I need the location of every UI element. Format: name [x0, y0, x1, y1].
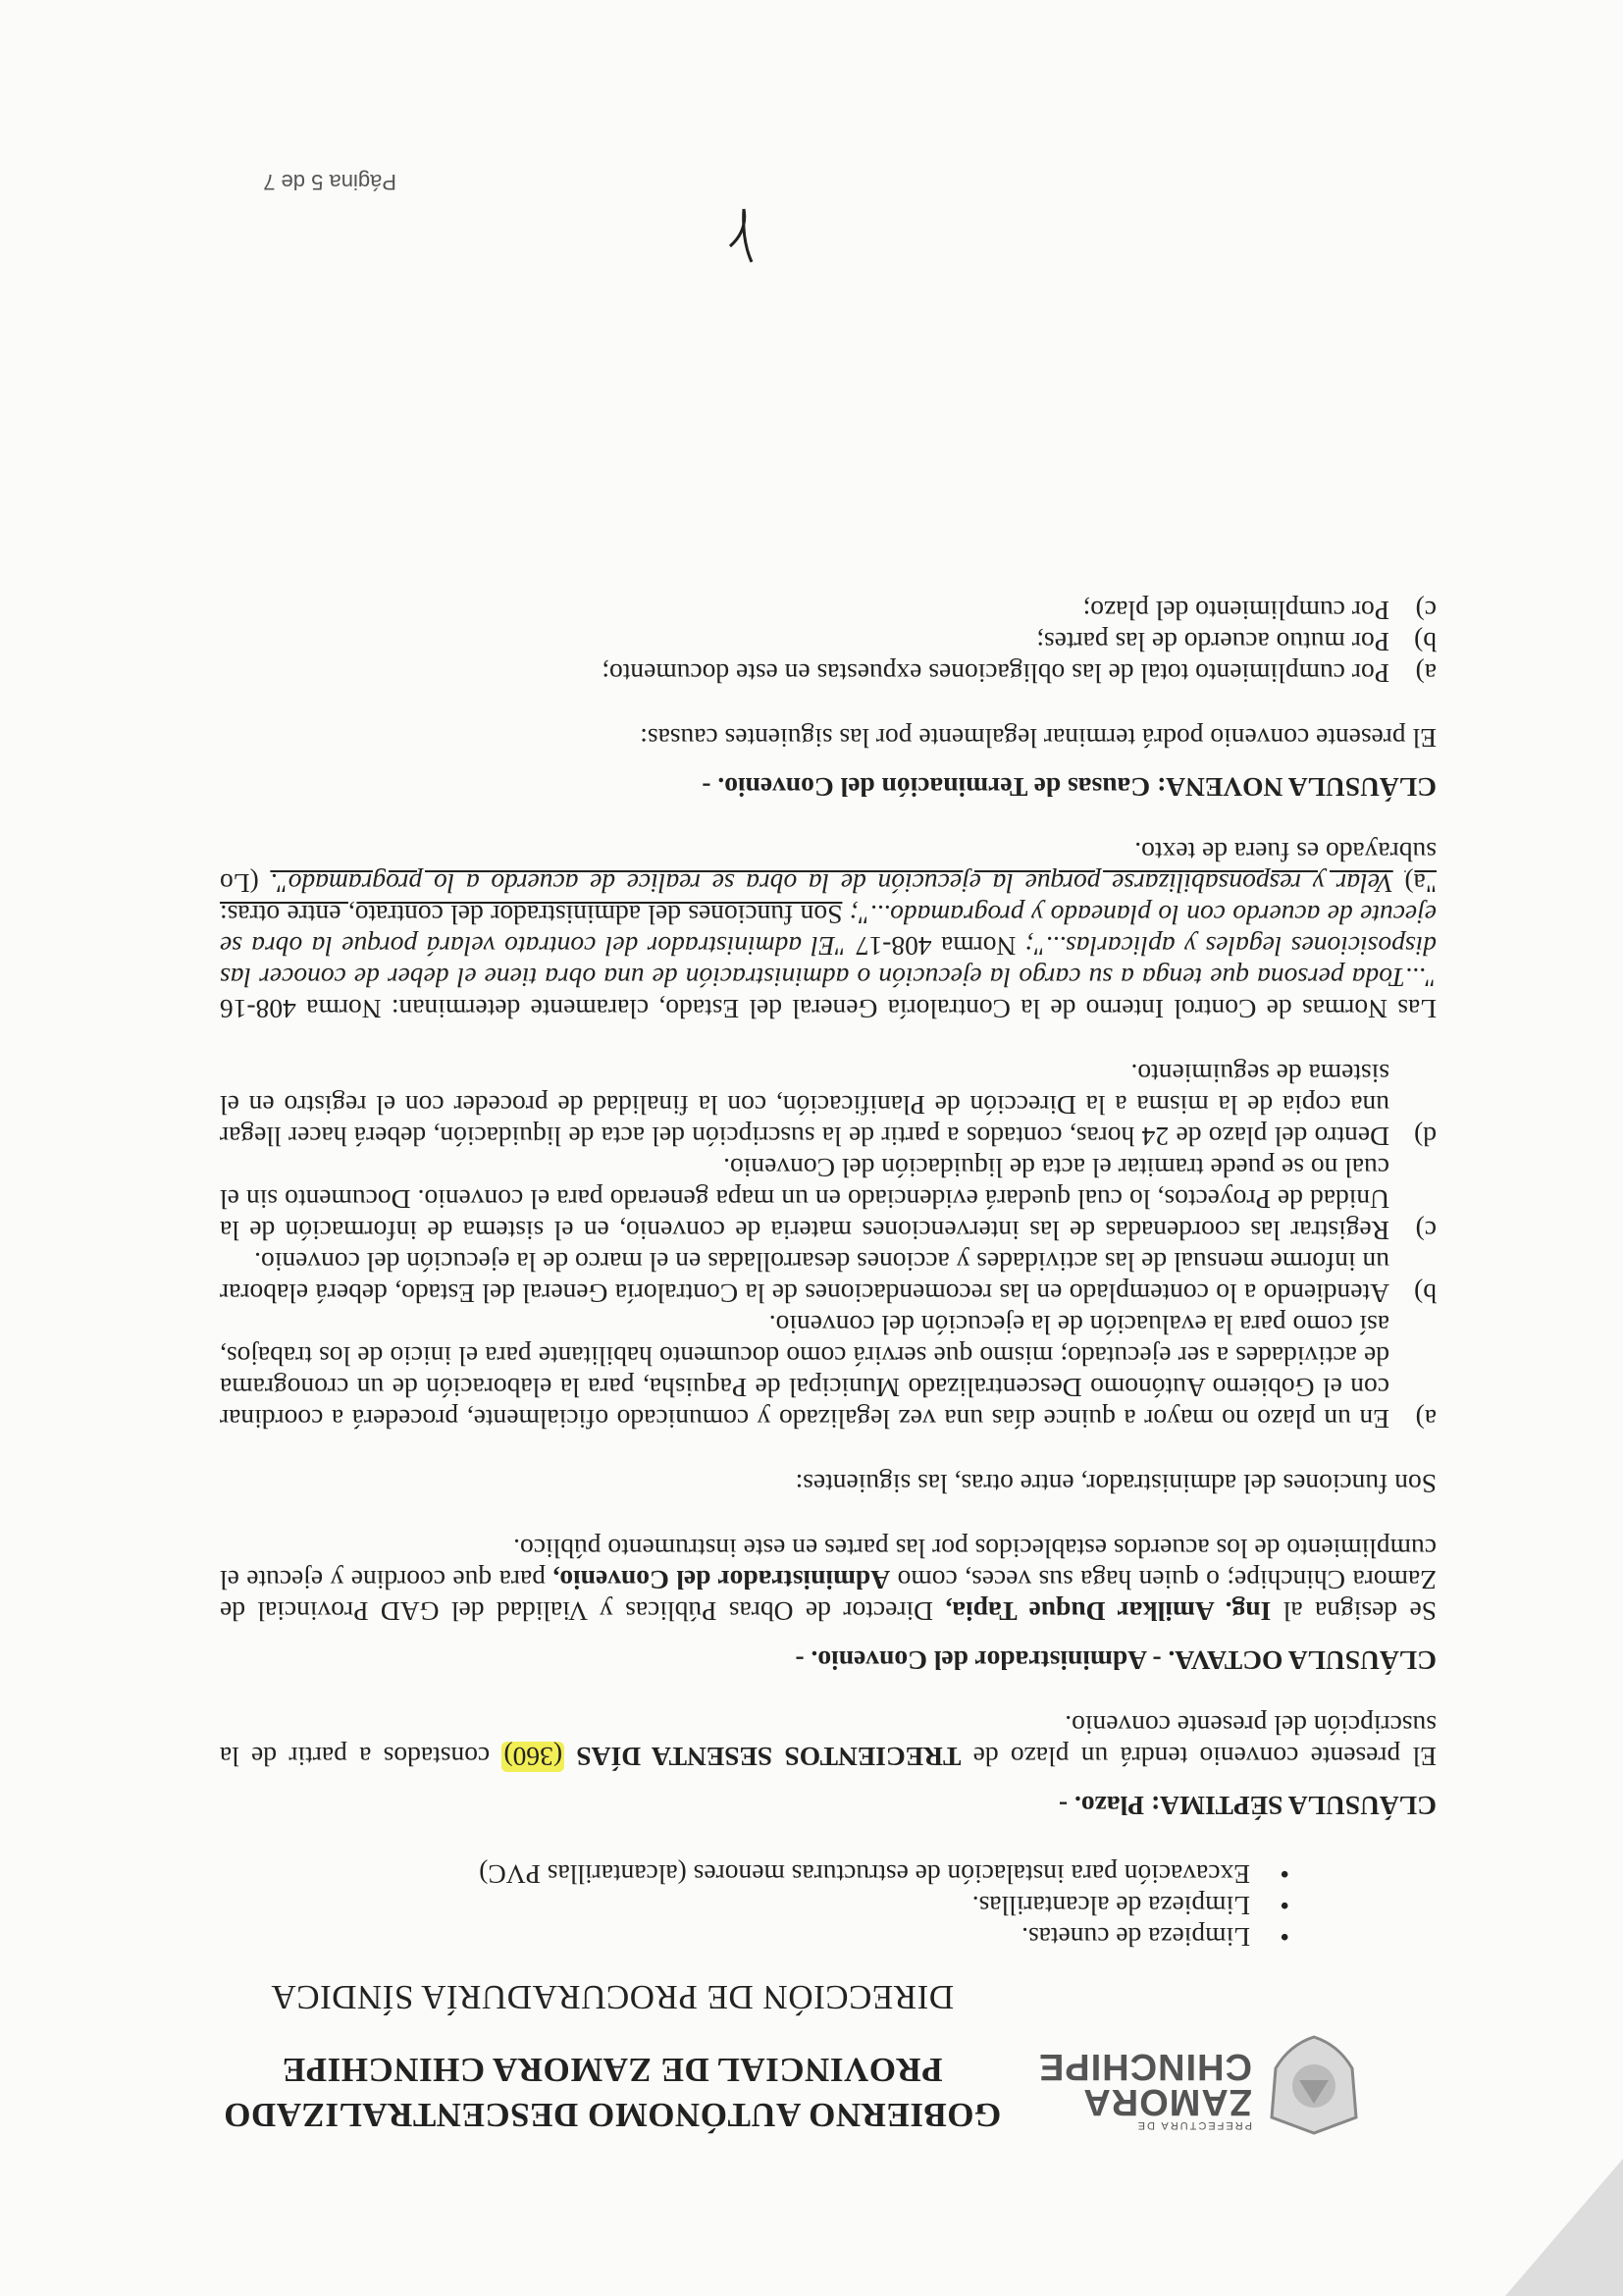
- page-number: Página 5 de 7: [263, 170, 396, 194]
- list-item: • Excavación para instalación de estructuras menores (alcantarillas PVC): [220, 1858, 1250, 1890]
- letterhead: [210, 1978, 1368, 2149]
- clause-heading: CLÁUSULA NOVENA: Causas de Terminación del Convenio. -: [702, 772, 1437, 803]
- norms-paragraph: Las Normas de Control Interno de la Contraloría General del Estado, claramente determinan: Norma 408-16 "...Toda persona que tenga a su cargo la ejecución o administración de una obra tiene el deber de conocer las disposiciones legales y aplicarlas..."; Norma 408-17 "El administrador del contrato velará porque la obra se ejecute de acuerdo con lo planeado y programado..."; Son funciones del administrador del contrato, entre otras: "a) Velar y responsabilizarse porque la ejecución de la obra se realice de acuerdo a lo programado". (Lo subrayado es fuera de texto.: [219, 837, 1437, 1024]
- list-item: b) Atendiendo a lo contemplado en las recomendaciones de la Contraloría General del Estado, deberá elaborar un informe mensual de las actividades y acciones desarrolladas en el marco de la ejecución del convenio.: [220, 1247, 1437, 1309]
- document-body: [220, 561, 1437, 1953]
- list-item: a) En un plazo no mayor a quince días una vez legalizado y comunicado oficialmente, procederá a coordinar con el Gobierno Autónomo Descentralizado Municipal de Paquisha, para la elaboración de un cronograma de actividades a ser ejecutado; mismo que servirá como documento habilitante para el inicio de los trabajos, así como para la evaluación de la ejecución del convenio.: [220, 1310, 1437, 1435]
- clause-heading: CLÁUSULA SÉPTIMA: Plazo. -: [1058, 1791, 1437, 1821]
- list-item: a) Por cumplimiento total de las obligaciones expuestas en este documento;: [602, 658, 1437, 689]
- list-item: • Limpieza de cunetas.: [220, 1921, 1250, 1953]
- list-item: b) Por mutuo acuerdo de las partes;: [1036, 627, 1437, 657]
- brand-line2: CHINCHIPE: [1037, 2046, 1252, 2087]
- list-item: c) Registrar las coordenadas de las intervenciones materia de convenio, en el sistema de información de la Unidad de Proyectos, lo cual quedará evidenciado en un mapa generado para el convenio. Documento sin el cual no se puede tramitar el acta de liquidación del Convenio.: [220, 1153, 1437, 1246]
- list-item: • Limpieza de alcantarillas.: [220, 1890, 1250, 1921]
- handwritten-tick-icon: [720, 201, 759, 270]
- page-corner-fold: [1505, 2159, 1623, 2296]
- org-line2: PROVINCIAL DE ZAMORA CHINCHIPE: [282, 2051, 943, 2089]
- org-line1: GOBIERNO AUTÓNOMO DESCENTRALIZADO: [223, 2096, 1002, 2134]
- functions-list: [220, 1058, 1437, 1435]
- brand-prefix: PREFECTURA DE: [1135, 2119, 1252, 2131]
- clause-paragraph: El presente convenio tendrá un plazo de TRECIENTOS SESENTA DÍAS (360) constados a partir de la suscripción del presente convenio.: [219, 1710, 1437, 1772]
- shield-logo-icon: [1260, 2031, 1368, 2139]
- department-name: DIRECCIÓN DE PROCURADURÍA SÍNDICA: [270, 1978, 955, 2016]
- organization-name: [210, 1972, 1015, 2137]
- termination-list: [220, 595, 1437, 689]
- list-item: d) Dentro del plazo de 24 horas, contados a partir de la suscripción del acta de liquidación, deberá hacer llegar una copia de la misma a la Dirección de Planificación, con la finalidad de proceder con el registro en el sistema de seguimiento.: [220, 1059, 1437, 1152]
- clause-paragraph: Son funciones del administrador, entre otras, las siguientes:: [795, 1469, 1437, 1499]
- highlighted-text: (360): [503, 1742, 563, 1772]
- clause-paragraph: El presente convenio podrá terminar legalmente por las siguientes causas:: [640, 723, 1437, 754]
- clause-heading: CLÁUSULA OCTAVA. - Administrador del Convenio. -: [795, 1645, 1437, 1676]
- brand-line1: ZAMORA: [1082, 2081, 1252, 2122]
- activity-list: [220, 1858, 1437, 1953]
- list-item: c) Por cumplimiento del plazo;: [1082, 596, 1437, 626]
- clause-paragraph: Se designa al Ing. Amilkar Duque Tapia, Director de Obras Públicas y Vialidad del GAD Provincial de Zamora Chinchipe; o quien haga sus veces, como Administrador del Convenio, para que coordine y ejecute el cumplimiento de los acuerdos establecidos por las partes en este instrumento público.: [219, 1534, 1437, 1627]
- brand-wordmark: [1017, 2046, 1252, 2131]
